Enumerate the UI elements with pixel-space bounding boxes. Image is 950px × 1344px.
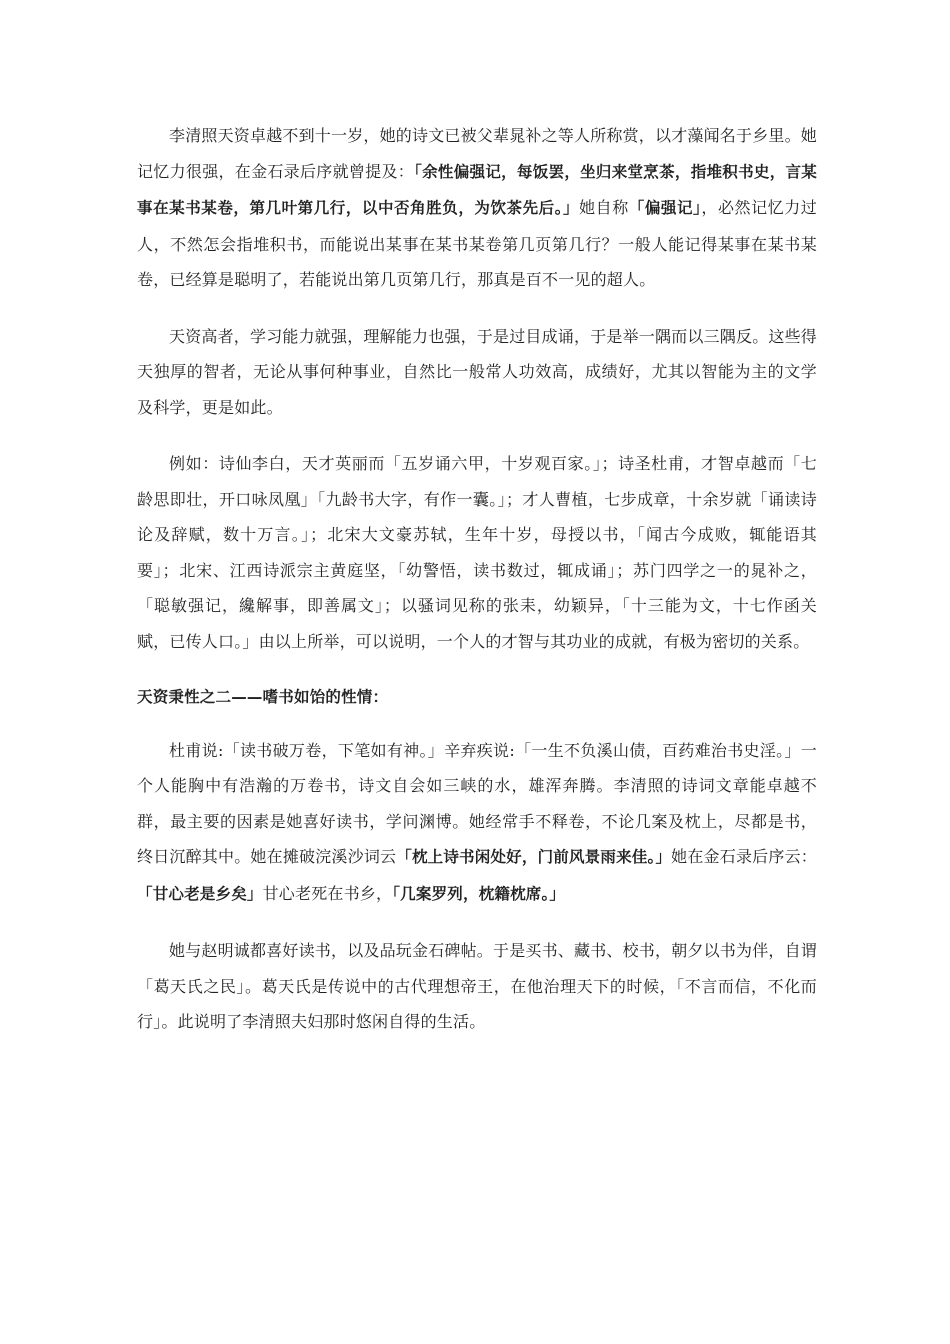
body-paragraph [137,118,817,298]
body-paragraph [137,446,817,659]
bold-quote-text: 「几案罗列，枕籍枕席。」 [392,884,566,903]
paragraph-text: 李清照天资卓越不到十一岁，她的诗文已被父辈晁补之等人所称赏，以才藻闻名于乡里。她记忆力很强，在金石录后序就曾提及： [137,126,818,181]
body-paragraph [137,933,817,1040]
paragraph-text: 甘心老死在书乡， [262,883,393,903]
body-paragraph [137,733,817,913]
paragraph-text: 天资高者，学习能力就强，理解能力也强，于是过目成诵，于是举一隅而以三隅反。这些得天独厚的智者，无论从事何种事业，自然比一般常人功效高，成绩好，尤其以智能为主的文学及科学，更是如此。 [137,326,818,417]
body-paragraph [137,319,817,426]
bold-quote-text: 「甘心老是乡矣」 [137,884,263,903]
paragraph-text: 她自称 [579,198,629,217]
bold-quote-text: 天资秉性之二——嗜书如饴的性情： [137,688,389,706]
bold-quote-text: 「余性偏强记，每饭罢，坐归来堂烹茶，指堆积书史，言某事在某书某卷，第几叶第几行，以中否角胜负，为饮茶先后。」 [137,162,817,217]
paragraph-text: ，必然记忆力过人，不然怎会指堆积书，而能说出某事在某书某卷第几页第几行？一般人能记得某事在某书某卷，已经算是聪明了，若能说出第几页第几行，那真是百不一见的超人。 [137,198,817,289]
section-heading [137,680,817,716]
bold-quote-text: 「偏强记」 [628,199,702,217]
document-page [137,118,817,1061]
paragraph-text: 她在金石录后序云： [671,847,817,866]
paragraph-text: 她与赵明诚都喜好读书，以及品玩金石碑帖。于是买书、藏书、校书，朝夕以书为伴，自谓「葛天氏之民」。葛天氏是传说中的古代理想帝王，在他治理天下的时候，「不言而信，不化而行」。此说明了李清照夫妇那时悠闲自得的生活。 [137,941,818,1031]
bold-quote-text: 「枕上诗书闲处好，门前风景雨来佳。」 [396,848,672,866]
paragraph-text: 杜甫说:「读书破万卷，下笔如有神。」辛弃疾说:「一生不负溪山债，百药难治书史淫。」一个人能胸中有浩瀚的万卷书，诗文自会如三峡的水，雄浑奔腾。李清照的诗词文章能卓越不群，最主要的因素是她喜好读书，学问渊博。她经常手不释卷，不论几案及枕上，尽都是书，终日沉醉其中。她在摊破浣溪沙词云 [137,740,817,866]
paragraph-text: 例如：诗仙李白，天才英丽而「五岁诵六甲，十岁观百家。」；诗圣杜甫，才智卓越而「七龄思即壮，开口咏凤凰」「九龄书大字，有作一囊。」；才人曹植，七步成章，十余岁就「诵读诗论及辞赋，数十万言。」；北宋大文豪苏轼，生年十岁，母授以书，「闻古今成败，辄能语其要」；北宋、江西诗派宗主黄庭坚，「幼警悟，读书数过，辄成诵」；苏门四学之一的晁补之，「聪敏强记，纔解事，即善属文」；以骚词见称的张耒，幼颖异，「十三能为文，十七作函关赋，已传人口。」由以上所举，可以说明，一个人的才智与其功业的成就，有极为密切的关系。 [137,454,817,651]
